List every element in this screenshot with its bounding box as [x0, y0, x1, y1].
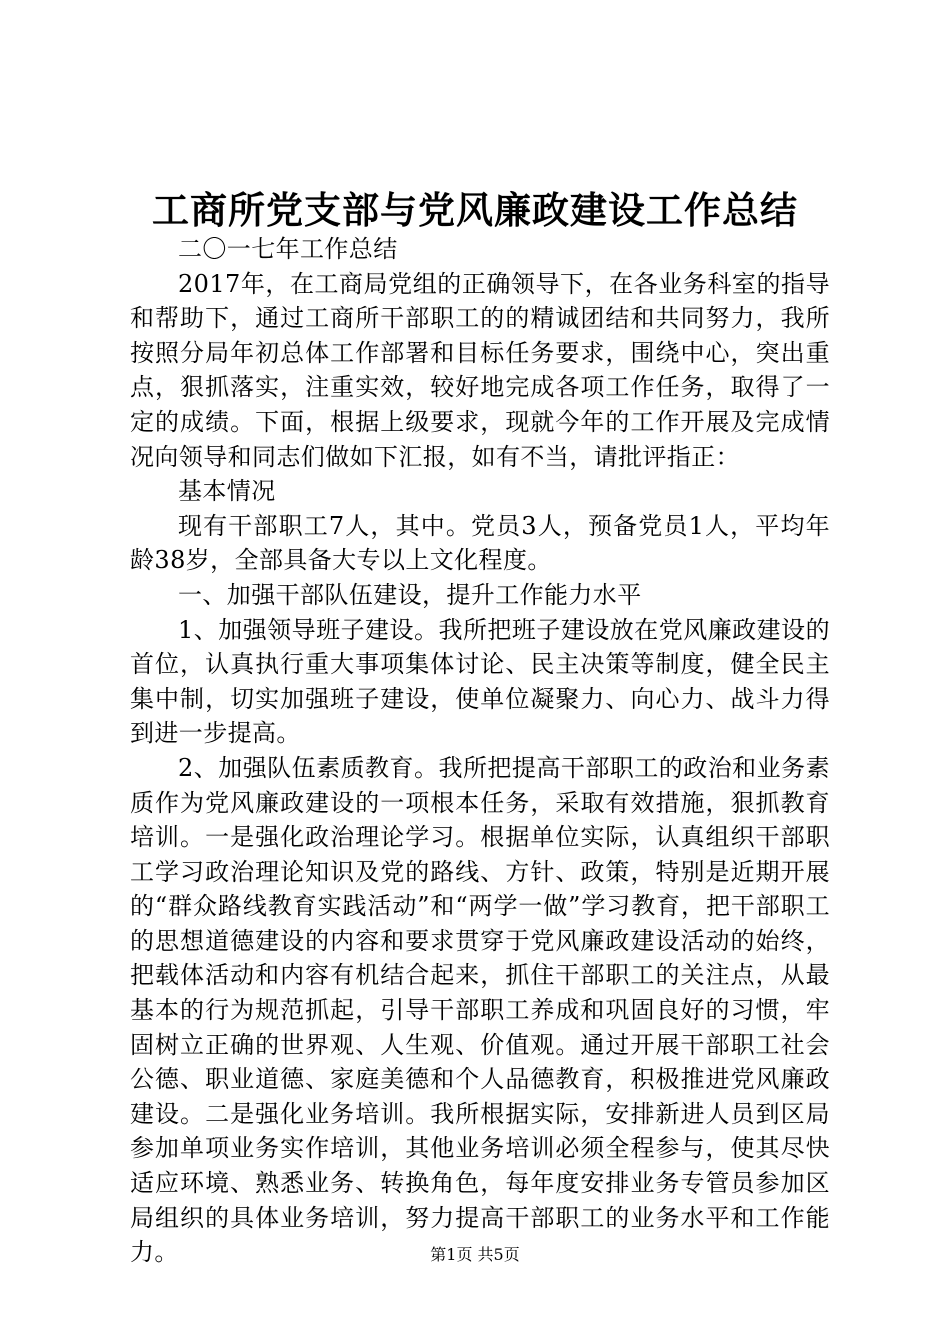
paragraph-staff-info: 现有干部职工7人，其中。党员3人，预备党员1人，平均年龄38岁，全部具备大专以上文化程度。: [130, 511, 830, 575]
paragraph-intro: 2017年，在工商局党组的正确领导下，在各业务科室的指导和帮助下，通过工商所干部职工的的精诚团结和共同努力，我所按照分局年初总体工作部署和目标任务要求，围绕中心，突出重点，狠抓落实，注重实效，较好地完成各项工作任务，取得了一定的成绩。下面，根据上级要求，现就今年的工作开展及完成情况向领导和同志们做如下汇报，如有不当，请批评指正：: [130, 269, 830, 471]
paragraph-section-one-heading: 一、加强干部队伍建设，提升工作能力水平: [178, 580, 642, 609]
paragraph-item-two: 2、加强队伍素质教育。我所把提高干部职工的政治和业务素质作为党风廉政建设的一项根本任务，采取有效措施，狠抓教育培训。一是强化政治理论学习。根据单位实际，认真组织干部职工学习政治理论知识及党的路线、方针、政策，特别是近期开展的“群众路线教育实践活动”和“两学一做”学习教育，把干部职工的思想道德建设的内容和要求贯穿于党风廉政建设活动的始终，把载体活动和内容有机结合起来，抓住干部职工的关注点，从最基本的行为规范抓起，引导干部职工养成和巩固良好的习惯，牢固树立正确的世界观、人生观、价值观。通过开展干部职工社会公德、职业道德、家庭美德和个人品德教育，积极推进党风廉政建设。二是强化业务培训。我所根据实际，安排新进人员到区局参加单项业务实作培训，其他业务培训必须全程参与，使其尽快适应环境、熟悉业务、转换角色，每年度安排业务专管员参加区局组织的具体业务培训，努力提高干部职工的业务水平和工作能力。: [130, 753, 830, 1267]
paragraph-subtitle: 二〇一七年工作总结: [178, 235, 398, 263]
paragraph-heading-basic: 基本情况: [178, 477, 276, 506]
paragraph-item-one: 1、加强领导班子建设。我所把班子建设放在党风廉政建设的首位，认真执行重大事项集体讨论、民主决策等制度，健全民主集中制，切实加强班子建设，使单位凝聚力、向心力、战斗力得到进一步提高。: [130, 615, 830, 748]
page-number-footer: 第1页 共5页: [430, 1245, 520, 1264]
document-title: 工商所党支部与党风廉政建设工作总结: [152, 188, 798, 232]
document-body: [130, 232, 830, 1270]
